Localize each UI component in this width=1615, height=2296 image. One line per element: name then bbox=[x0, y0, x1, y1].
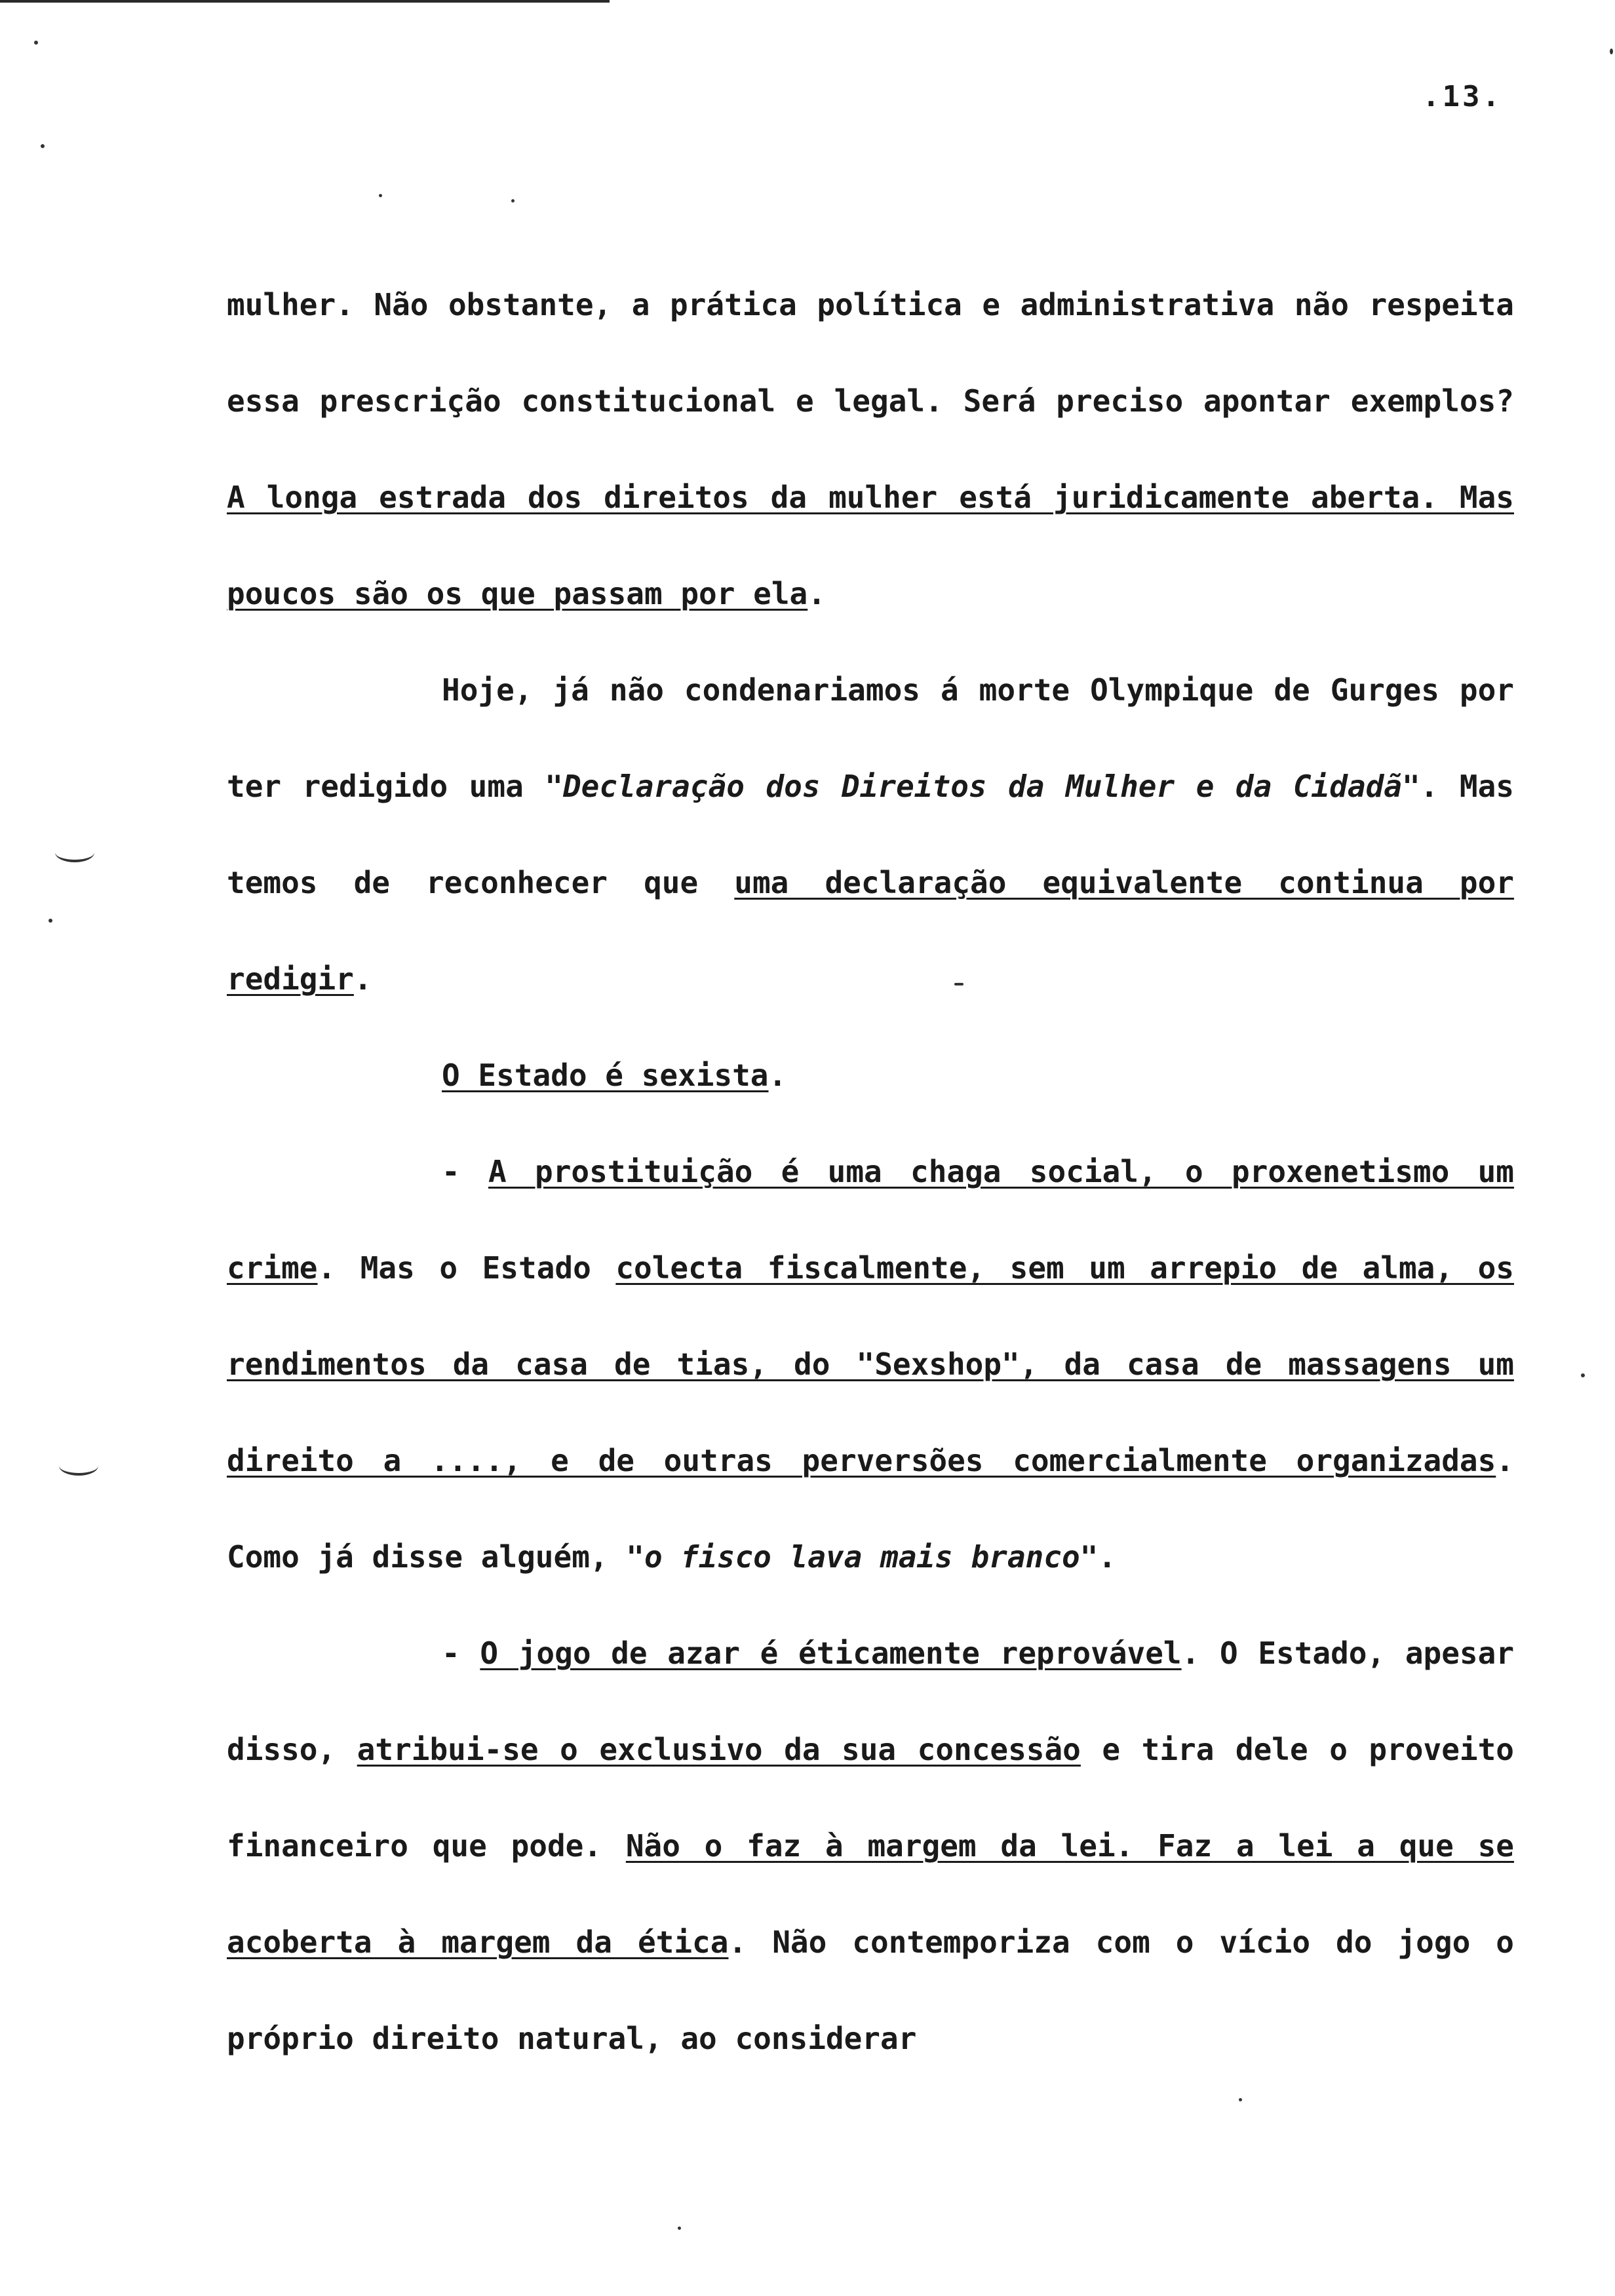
paragraph bbox=[227, 1605, 1514, 2087]
top-rule bbox=[0, 0, 610, 3]
margin-mark bbox=[59, 1456, 98, 1476]
text-segment: . bbox=[808, 576, 826, 611]
text-segment: . O Estado, apesar disso, bbox=[227, 1636, 1515, 1767]
paragraph bbox=[227, 257, 1514, 642]
body-text bbox=[227, 257, 1514, 2087]
scan-speck bbox=[1239, 2098, 1242, 2101]
text-segment: . Não contemporiza com o vício do jogo o próprio direito natural, ao considerar bbox=[227, 1924, 1514, 2056]
underlined-text: atribui-se o exclusivo da sua concessão bbox=[357, 1732, 1081, 1767]
paragraph bbox=[227, 642, 1514, 1027]
scan-speck bbox=[49, 919, 52, 923]
italic-text: "Declaração dos Direitos da Mulher e da Cidadã" bbox=[545, 769, 1420, 804]
scan-speck bbox=[511, 199, 515, 202]
text-segment: . bbox=[353, 961, 372, 997]
text-segment: . Mas temos de reconhecer que bbox=[227, 769, 1514, 900]
underlined-text: A longa estrada dos direitos da mulher está juridicamente aberta. Mas poucos são os que passam por ela bbox=[227, 480, 1514, 611]
text-segment: e tira dele o proveito financeiro que pode. bbox=[227, 1732, 1514, 1864]
scan-speck bbox=[954, 983, 963, 985]
scan-speck bbox=[41, 144, 45, 148]
text-segment: . bbox=[1098, 1539, 1117, 1575]
scan-speck bbox=[678, 2227, 681, 2230]
underlined-text: A prostituição é uma chaga social, o proxenetismo um crime bbox=[227, 1154, 1514, 1286]
underlined-text: O Estado é sexista bbox=[442, 1058, 769, 1093]
underlined-text: Não o faz à margem da lei. Faz a lei a que se acoberta à margem da ética bbox=[227, 1828, 1514, 1960]
italic-text: "o fisco lava mais branco" bbox=[626, 1539, 1099, 1575]
text-segment: mulher. Não obstante, a prática política e administrativa não respeita essa prescrição constitucional e legal. Será preciso apontar exemplos? bbox=[227, 287, 1514, 419]
text-segment: - bbox=[442, 1636, 480, 1671]
underlined-text: uma declaração equivalente continua por redigir bbox=[227, 865, 1514, 997]
scan-speck bbox=[1610, 48, 1613, 54]
text-segment: Hoje, já não condenariamos á morte Olympique de Gurges por ter redigido uma bbox=[227, 672, 1514, 804]
scan-speck bbox=[379, 194, 382, 197]
scan-speck bbox=[34, 41, 38, 45]
text-segment: . bbox=[768, 1058, 787, 1093]
margin-mark bbox=[55, 843, 94, 862]
scan-speck bbox=[1581, 1373, 1585, 1377]
text-segment: . Mas o Estado bbox=[317, 1250, 616, 1286]
underlined-text: O jogo de azar é éticamente reprovável bbox=[480, 1636, 1182, 1671]
underlined-text: colecta fiscalmente, sem um arrepio de alma, os rendimentos da casa de tias, do "Sexshop", da casa de massagens um direito a ...., e de outras perversões comercialmente organizadas bbox=[227, 1250, 1514, 1478]
text-segment: - bbox=[442, 1154, 488, 1189]
text-segment: . Como já disse alguém, bbox=[227, 1443, 1514, 1575]
page-number: .13. bbox=[1422, 80, 1502, 113]
paragraph bbox=[227, 1027, 1514, 1124]
paragraph bbox=[227, 1124, 1514, 1605]
